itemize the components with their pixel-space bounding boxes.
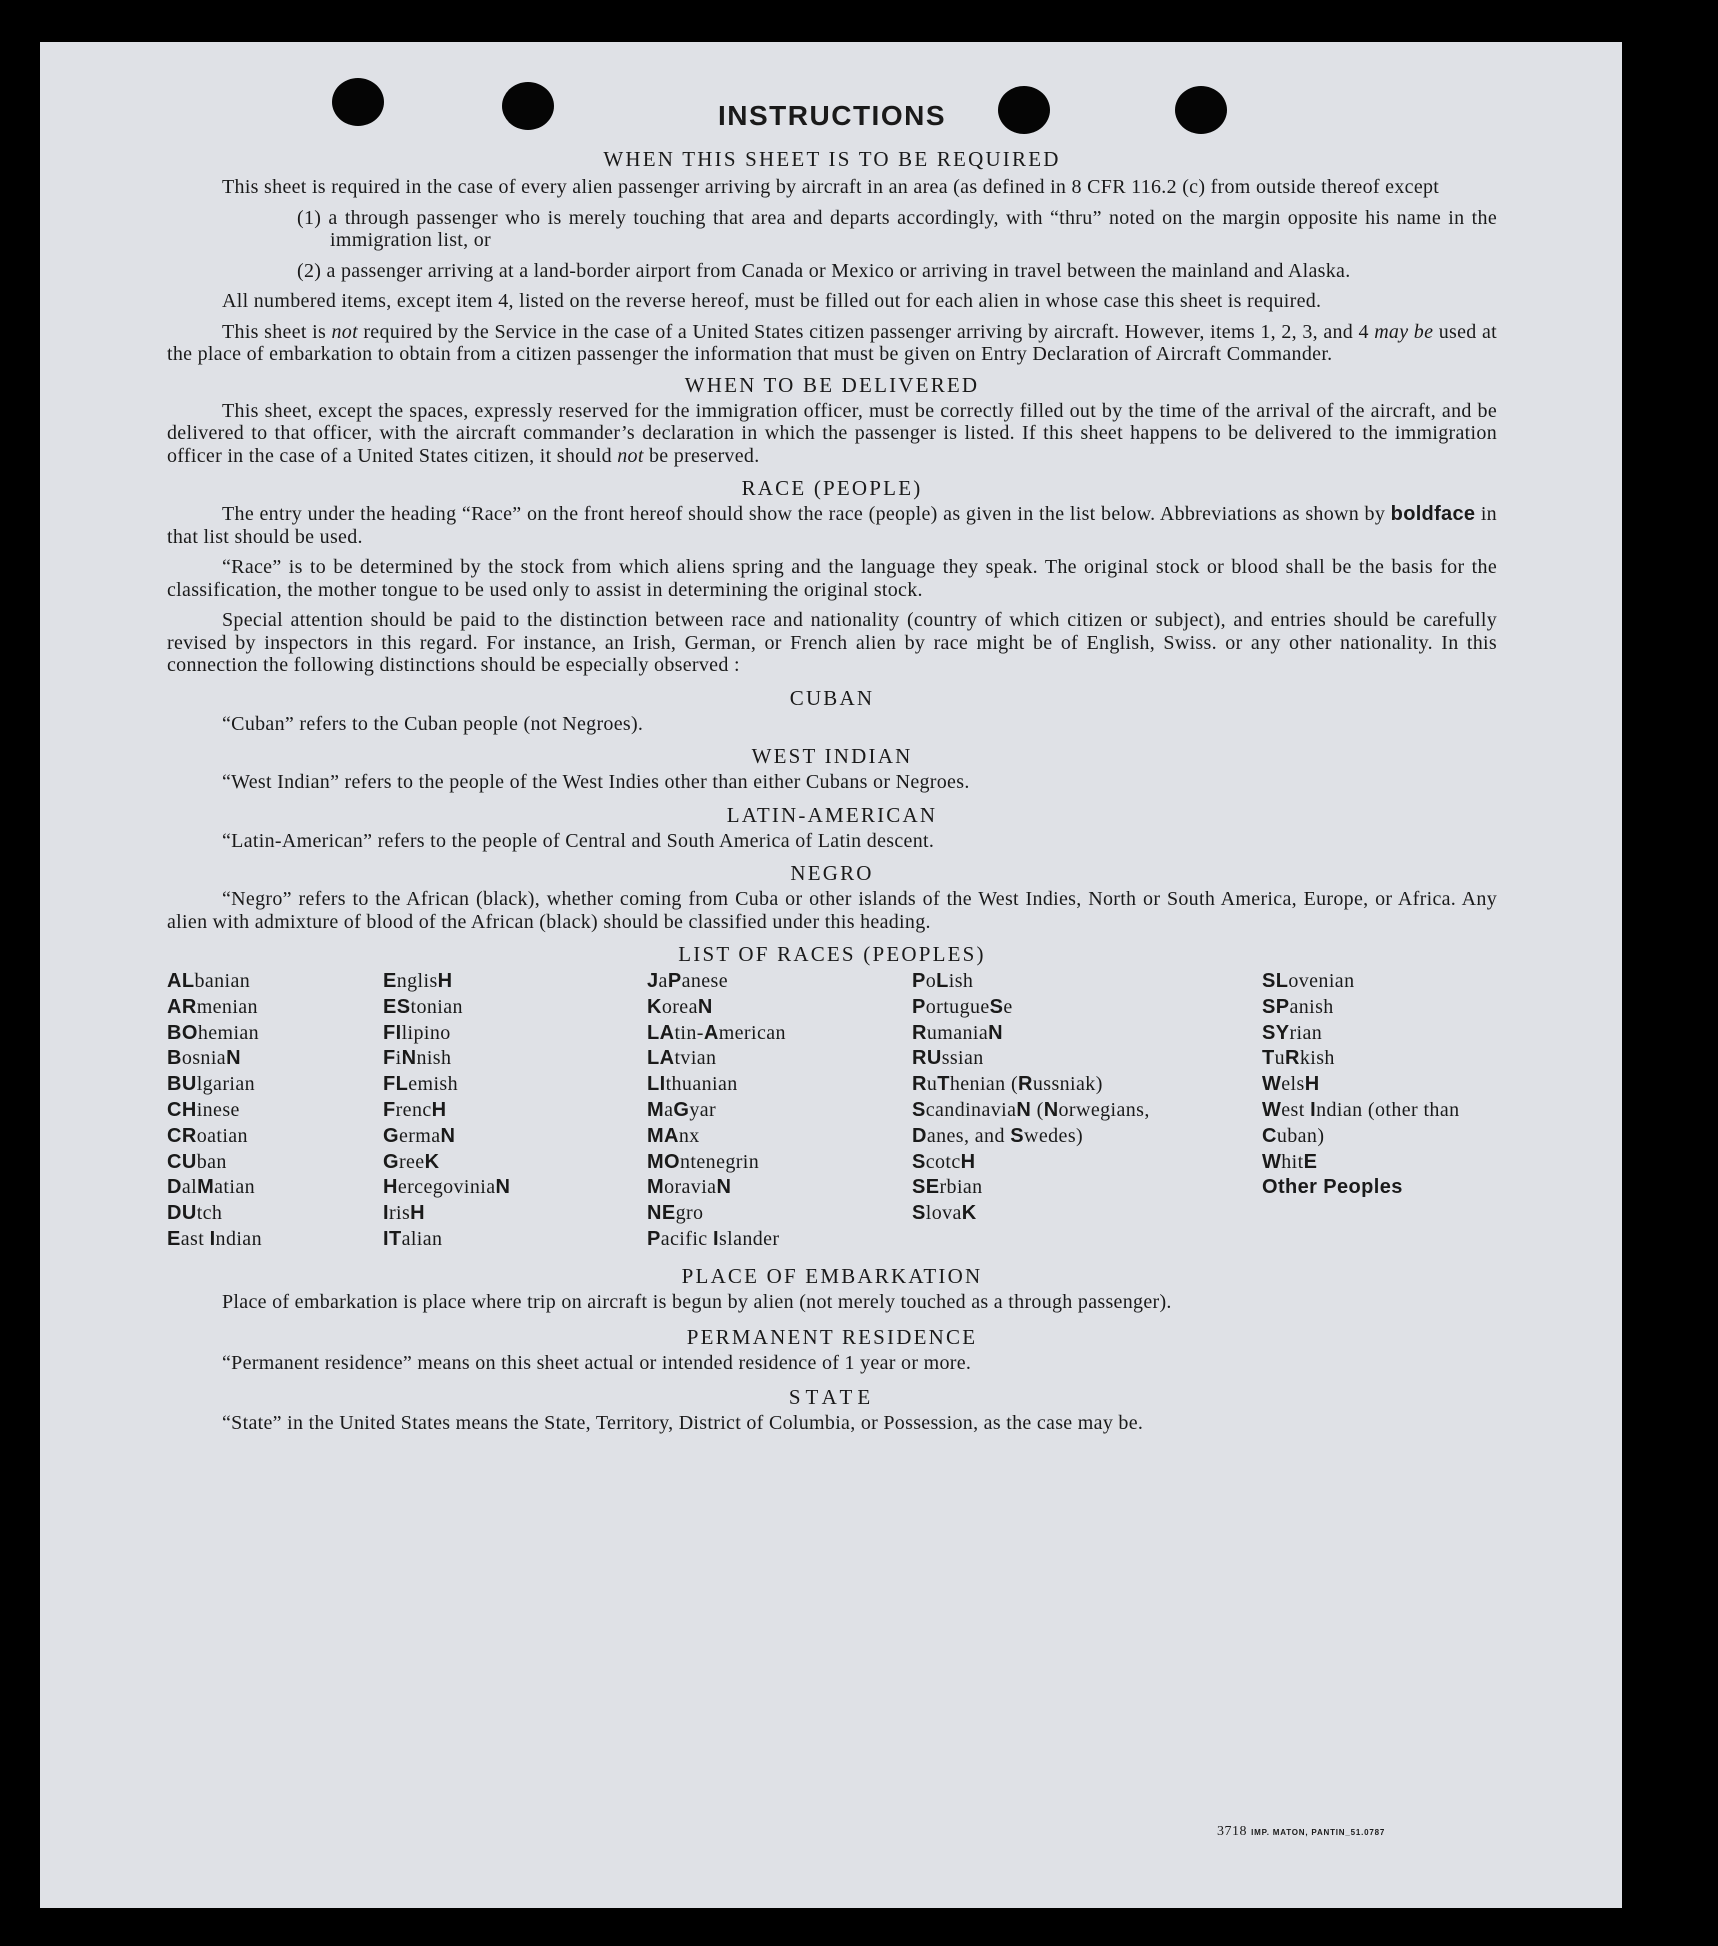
race-entry: MOntenegrin xyxy=(647,1150,760,1173)
race-entry: KoreaN xyxy=(647,995,713,1018)
race-entry: HercegoviniaN xyxy=(383,1176,511,1199)
race-entry: EnglisH xyxy=(383,970,453,992)
race-entry: ALbanian xyxy=(167,970,251,992)
race-list xyxy=(167,969,1497,1259)
list-item: (1) a through passenger who is merely touching that area and departs accordingly, with “thru” noted on the margin opposite his name in the immigration list, or xyxy=(297,206,1497,251)
heading-required: WHEN THIS SHEET IS TO BE REQUIRED xyxy=(603,147,1061,171)
race-column xyxy=(383,969,613,1253)
race-entry: SYrian xyxy=(1262,1021,1323,1044)
list-item: (2) a passenger arriving at a land-border airport from Canada or Mexico or arriving in travel between the mainland and Alaska. xyxy=(297,259,1351,282)
race-entry: TuRkish xyxy=(1262,1047,1335,1070)
race-entry: JaPanese xyxy=(647,970,728,992)
race-entry: Pacific Islander xyxy=(647,1227,780,1250)
race-entry: MaGyar xyxy=(647,1098,717,1121)
race-entry: BOhemian xyxy=(167,1021,260,1044)
paragraph: Special attention should be paid to the distinction between race and nationality (country of which citizen or subject), and entries should be carefully revised by inspectors in this regard. For instance, an Irish, German, or French alien by race might be of English, Swiss. or any other nationality. In this connection the following distinctions should be especially observed : xyxy=(167,609,1497,676)
race-column xyxy=(912,969,1180,1227)
paragraph: “Race” is to be determined by the stock from which aliens spring and the language they speak. The original stock or blood shall be the basis for the classification, the mother tongue to be used only to assist in determining the original stock. xyxy=(167,556,1497,601)
race-entry: WhitE xyxy=(1262,1150,1318,1173)
race-entry: FiNnish xyxy=(383,1047,452,1070)
heading-latin-american: LATIN-AMERICAN xyxy=(726,802,938,827)
race-entry: IrisH xyxy=(383,1202,426,1225)
paragraph: “Latin-American” refers to the people of Central and South America of Latin descent. xyxy=(222,829,935,852)
heading-west-indian: WEST INDIAN xyxy=(751,744,913,768)
paragraph: All numbered items, except item 4, listed on the reverse hereof, must be filled out for each alien in whose case this sheet is required. xyxy=(222,290,1322,312)
paragraph: “Cuban” refers to the Cuban people (not Negroes). xyxy=(222,712,644,735)
race-entry: LAtvian xyxy=(647,1047,717,1070)
race-entry: East Indian xyxy=(167,1227,262,1250)
heading-permanent-residence: PERMANENT RESIDENCE xyxy=(686,1324,978,1349)
race-column xyxy=(647,969,877,1253)
race-entry: DUtch xyxy=(167,1202,223,1225)
race-column xyxy=(1262,969,1502,1201)
instructions-body xyxy=(167,144,1497,1435)
race-entry: CUban xyxy=(167,1150,227,1173)
race-entry: BUlgarian xyxy=(167,1073,256,1096)
heading-negro: NEGRO xyxy=(790,861,874,885)
race-entry: ITalian xyxy=(383,1227,443,1250)
paragraph: The entry under the heading “Race” on the front hereof should show the race (people) as given in the list below. Abbreviations as shown by boldface in that list should be used. xyxy=(167,503,1497,548)
paragraph: This sheet is not required by the Service in the case of a United States citizen passenger arriving by aircraft. However, items 1, 2, 3, and 4 may be used at the place of embarkation to obtain from a citizen passenger the information that must be given on Entry Declaration of Aircraft Commander. xyxy=(167,320,1497,365)
paragraph: “Permanent residence” means on this sheet actual or intended residence of 1 year or more. xyxy=(222,1351,972,1374)
paragraph: This sheet, except the spaces, expressly reserved for the immigration officer, must be correctly filled out by the time of the arrival of the aircraft, and be delivered to that officer, with the aircraft commander’s declaration in which the passenger is listed. If this sheet happens to be delivered to the immigration officer in the case of a United States citizen, it should not be preserved. xyxy=(167,399,1497,467)
heading-state: STATE xyxy=(788,1385,876,1409)
race-entry: PortugueSe xyxy=(912,995,1013,1018)
race-entry: GreeK xyxy=(383,1150,440,1173)
heading-delivered: WHEN TO BE DELIVERED xyxy=(684,372,980,397)
race-entry: FrencH xyxy=(383,1098,447,1121)
race-entry: RuThenian (Russniak) xyxy=(912,1073,1103,1096)
heading-embarkation: PLACE OF EMBARKATION xyxy=(681,1264,983,1288)
race-entry: MoraviaN xyxy=(647,1176,732,1199)
race-entry: FLemish xyxy=(383,1073,459,1096)
race-entry: NEgro xyxy=(647,1202,704,1225)
title-row xyxy=(167,100,1497,132)
race-entry: PoLish xyxy=(912,970,974,992)
race-entry: SLovenian xyxy=(1262,970,1355,992)
race-entry: GermaN xyxy=(383,1124,456,1147)
paragraph: “West Indian” refers to the people of the West Indies other than either Cubans or Negroes. xyxy=(222,771,970,793)
race-entry: FIlipino xyxy=(383,1021,451,1044)
race-entry: SErbian xyxy=(912,1176,983,1199)
race-column xyxy=(167,969,367,1253)
heading-cuban: CUBAN xyxy=(789,685,875,710)
form-number: 3718 xyxy=(1217,1824,1247,1839)
race-entry: EStonian xyxy=(383,995,463,1018)
race-entry: RumaniaN xyxy=(912,1021,1003,1044)
race-entry: LIthuanian xyxy=(647,1073,738,1096)
race-entry: MAnx xyxy=(647,1124,700,1147)
race-entry: Other Peoples xyxy=(1262,1176,1403,1199)
race-entry: RUssian xyxy=(912,1047,984,1070)
race-entry: West Indian (other than Cuban) xyxy=(1262,1098,1460,1147)
race-entry: SPanish xyxy=(1262,995,1334,1018)
printer-footer xyxy=(1217,1823,1385,1840)
heading-list-of-races: LIST OF RACES (PEOPLES) xyxy=(678,942,986,966)
race-entry: DalMatian xyxy=(167,1176,256,1199)
heading-race: RACE (PEOPLE) xyxy=(741,476,923,500)
race-entry: CHinese xyxy=(167,1098,240,1121)
race-entry: ARmenian xyxy=(167,995,258,1018)
paragraph: This sheet is required in the case of every alien passenger arriving by aircraft in an area (as defined in 8 CFR 116.2 (c) from outside thereof except xyxy=(222,176,1440,198)
race-entry: LAtin-American xyxy=(647,1021,786,1044)
race-entry: WelsH xyxy=(1262,1073,1320,1096)
race-entry: BosniaN xyxy=(167,1047,241,1070)
paragraph: “Negro” refers to the African (black), whether coming from Cuba or other islands of the West Indies, North or South America, Europe, or Africa. Any alien with admixture of blood of the African (black) should be classified under this heading. xyxy=(167,888,1497,933)
paragraph: “State” in the United States means the State, Territory, District of Columbia, or Possession, as the case may be. xyxy=(222,1412,1144,1434)
printer-imprint: IMP. MATON, PANTIN_51.0787 xyxy=(1251,1828,1386,1837)
document-sheet xyxy=(40,42,1622,1908)
page-title: INSTRUCTIONS xyxy=(718,100,946,131)
race-entry: ScandinaviaN (Norwegians, Danes, and Swedes) xyxy=(912,1098,1150,1147)
race-entry: SlovaK xyxy=(912,1202,977,1225)
race-entry: CRoatian xyxy=(167,1124,248,1147)
race-entry: ScotcH xyxy=(912,1150,976,1173)
paragraph: Place of embarkation is place where trip on aircraft is begun by alien (not merely touched as a through passenger). xyxy=(222,1291,1172,1313)
